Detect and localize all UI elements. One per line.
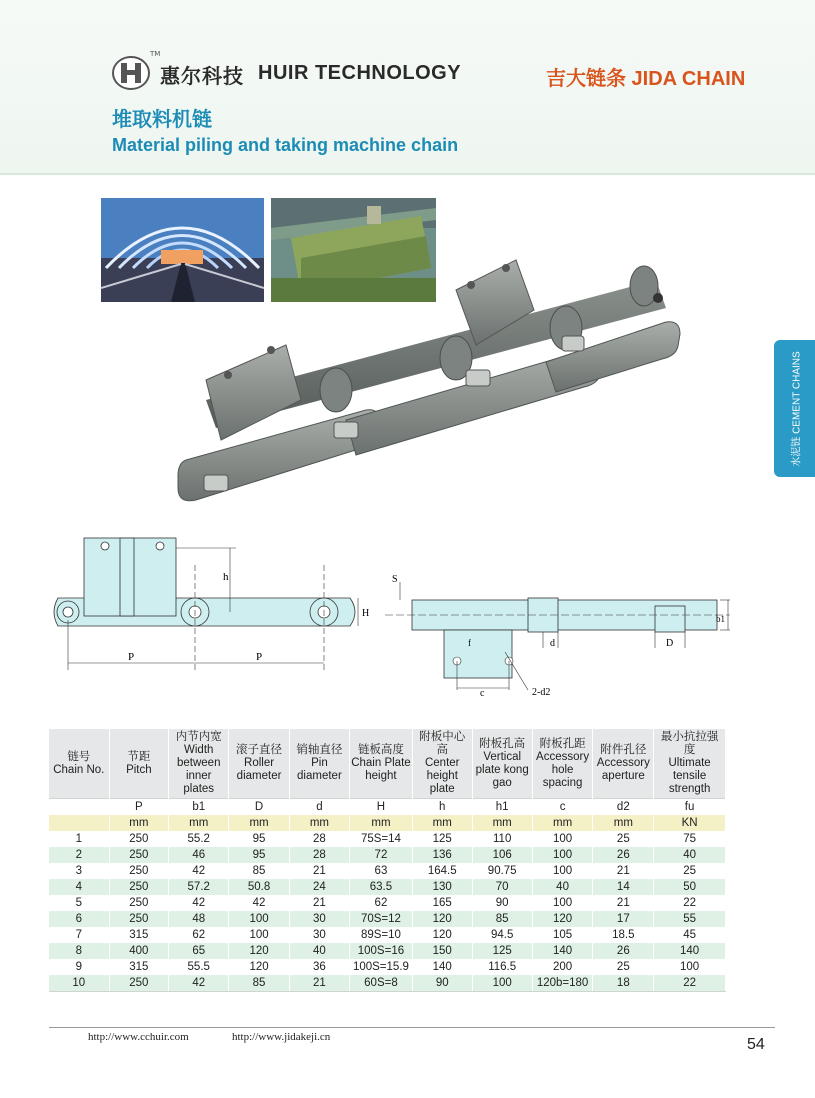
symbol-row (49, 799, 726, 816)
table-cell: 55 (654, 911, 726, 927)
table-cell: 26 (593, 847, 654, 863)
table-cell: 40 (289, 943, 349, 959)
table-cell: 130 (412, 879, 472, 895)
table-cell: h1 (472, 799, 532, 816)
table-cell: 55.2 (169, 831, 229, 847)
table-cell: 400 (109, 943, 168, 959)
page-title-cn: 堆取料机链 (112, 107, 212, 131)
table-cell (49, 815, 109, 831)
table-cell: 5 (49, 895, 109, 911)
table-cell: 85 (229, 863, 289, 879)
table-cell: 90 (412, 975, 472, 992)
table-cell: 46 (169, 847, 229, 863)
table-cell: 14 (593, 879, 654, 895)
table-cell: 100 (532, 895, 593, 911)
table-cell: 250 (109, 831, 168, 847)
table-cell: fu (654, 799, 726, 816)
table-cell: 42 (169, 895, 229, 911)
table-cell: mm (532, 815, 593, 831)
table-cell: 90.75 (472, 863, 532, 879)
label-H: H (362, 608, 370, 619)
table-cell: 100 (532, 831, 593, 847)
table-cell: 150 (412, 943, 472, 959)
col-aperture: 附件孔径 Accessory aperture (593, 729, 654, 799)
table-row (49, 895, 726, 911)
table-cell: 50 (654, 879, 726, 895)
label-S: S (392, 574, 398, 585)
table-cell: 105 (532, 927, 593, 943)
table-row (49, 927, 726, 943)
table-cell: 106 (472, 847, 532, 863)
table-cell: 85 (229, 975, 289, 992)
label-b1: b1 (716, 614, 725, 624)
table-cell: 28 (289, 847, 349, 863)
trademark: TM (150, 50, 161, 58)
label-pitch-2: P (256, 651, 263, 663)
table-cell: 50.8 (229, 879, 289, 895)
table-cell: 40 (532, 879, 593, 895)
table-cell (49, 799, 109, 816)
table-cell: 25 (593, 959, 654, 975)
label-d: d (550, 638, 555, 649)
table-cell: 25 (593, 831, 654, 847)
table-cell: 250 (109, 863, 168, 879)
table-cell: 42 (169, 975, 229, 992)
table-row (49, 879, 726, 895)
table-cell: d2 (593, 799, 654, 816)
side-tab-cement-chains (774, 340, 815, 477)
table-cell: 26 (593, 943, 654, 959)
table-cell: 57.2 (169, 879, 229, 895)
table-cell: 100S=16 (350, 943, 413, 959)
table-cell: 48 (169, 911, 229, 927)
table-cell: 21 (289, 895, 349, 911)
table-cell: 24 (289, 879, 349, 895)
table-cell: b1 (169, 799, 229, 816)
label-f: f (468, 638, 471, 648)
table-cell: 36 (289, 959, 349, 975)
table-cell: mm (229, 815, 289, 831)
table-cell: 315 (109, 959, 168, 975)
table-cell: mm (169, 815, 229, 831)
col-hole-spacing: 附板孔距 Accessory hole spacing (532, 729, 593, 799)
table-cell: 250 (109, 975, 168, 992)
huir-logo-icon (112, 56, 150, 90)
table-cell: 7 (49, 927, 109, 943)
table-cell: mm (350, 815, 413, 831)
table-cell: 55.5 (169, 959, 229, 975)
col-hole-height: 附板孔高 Vertical plate kong gao (472, 729, 532, 799)
side-tab-label: 水泥链 CEMENT CHAINS (791, 350, 802, 467)
brand-name-en: HUIR TECHNOLOGY (258, 62, 462, 84)
table-cell: 90 (472, 895, 532, 911)
table-cell: 70S=12 (350, 911, 413, 927)
table-row (49, 943, 726, 959)
table-cell: 100 (472, 975, 532, 992)
table-cell: 140 (654, 943, 726, 959)
table-cell: mm (472, 815, 532, 831)
page-title-en: Material piling and taking machine chain (112, 135, 459, 155)
table-cell: 94.5 (472, 927, 532, 943)
table-cell: d (289, 799, 349, 816)
table-cell: 1 (49, 831, 109, 847)
table-row (49, 911, 726, 927)
table-cell: D (229, 799, 289, 816)
col-chain-no: 链号 Chain No. (49, 729, 109, 799)
table-cell: 63 (350, 863, 413, 879)
table-cell: 45 (654, 927, 726, 943)
table-cell: 120 (532, 911, 593, 927)
table-cell: 100 (532, 847, 593, 863)
end-view-attachment (444, 630, 512, 678)
page-number: 54 (747, 1036, 765, 1053)
table-cell: H (350, 799, 413, 816)
table-cell: 315 (109, 927, 168, 943)
chain-technical-drawing (40, 520, 740, 710)
table-cell: 25 (654, 863, 726, 879)
unit-row (49, 815, 726, 831)
table-cell: 95 (229, 847, 289, 863)
brand-name-cn: 惠尔科技 (160, 64, 244, 88)
table-cell: 250 (109, 911, 168, 927)
table-cell: 116.5 (472, 959, 532, 975)
table-cell: 125 (412, 831, 472, 847)
table-cell: c (532, 799, 593, 816)
table-cell: 140 (412, 959, 472, 975)
table-cell: 10 (49, 975, 109, 992)
table-cell: 30 (289, 911, 349, 927)
col-roller: 滚子直径 Roller diameter (229, 729, 289, 799)
table-header-row (49, 729, 726, 799)
chain-product-photo (166, 250, 690, 514)
attachment-rib-outline (120, 538, 134, 616)
table-cell: 60S=8 (350, 975, 413, 992)
table-row (49, 863, 726, 879)
table-row (49, 959, 726, 975)
table-cell: mm (109, 815, 168, 831)
table-cell: 100S=15.9 (350, 959, 413, 975)
label-c: c (480, 688, 485, 699)
table-cell: 125 (472, 943, 532, 959)
footer-url-cchuir[interactable]: http://www.cchuir.com (88, 1031, 189, 1043)
table-cell: 100 (229, 911, 289, 927)
col-tensile: 最小抗拉强度 Ultimate tensile strength (654, 729, 726, 799)
table-cell: P (109, 799, 168, 816)
table-cell: 17 (593, 911, 654, 927)
jida-chain-brand: 吉大链条 JIDA CHAIN (546, 68, 746, 90)
table-cell: 6 (49, 911, 109, 927)
table-cell: 2 (49, 847, 109, 863)
table-cell: 70 (472, 879, 532, 895)
table-cell: 100 (532, 863, 593, 879)
table-cell: 8 (49, 943, 109, 959)
table-cell: 18.5 (593, 927, 654, 943)
table-cell: 164.5 (412, 863, 472, 879)
table-cell: mm (412, 815, 472, 831)
table-cell: 72 (350, 847, 413, 863)
table-cell: 75 (654, 831, 726, 847)
table-cell: 75S=14 (350, 831, 413, 847)
table-cell: 110 (472, 831, 532, 847)
table-cell: 250 (109, 847, 168, 863)
footer-url-jidakeji[interactable]: http://www.jidakeji.cn (232, 1031, 331, 1043)
table-cell: 42 (229, 895, 289, 911)
table-cell: 21 (289, 863, 349, 879)
table-cell: 136 (412, 847, 472, 863)
table-cell: 21 (289, 975, 349, 992)
col-width: 内节内宽 Width between inner plates (169, 729, 229, 799)
table-cell: 22 (654, 895, 726, 911)
table-cell: 89S=10 (350, 927, 413, 943)
table-cell: mm (593, 815, 654, 831)
table-row (49, 975, 726, 992)
table-row (49, 847, 726, 863)
table-cell: 200 (532, 959, 593, 975)
table-cell: 42 (169, 863, 229, 879)
label-pitch-1: P (128, 651, 135, 663)
table-cell: 95 (229, 831, 289, 847)
footer-divider (49, 1027, 775, 1028)
table-cell: 22 (654, 975, 726, 992)
label-D: D (666, 638, 674, 649)
table-cell: 120 (412, 911, 472, 927)
table-cell: KN (654, 815, 726, 831)
table-cell: 28 (289, 831, 349, 847)
label-2-d2: 2-d2 (532, 687, 551, 698)
table-cell: 120 (412, 927, 472, 943)
table-cell: 120b=180 (532, 975, 593, 992)
table-cell: 4 (49, 879, 109, 895)
table-cell: 250 (109, 895, 168, 911)
table-cell: 65 (169, 943, 229, 959)
table-cell: 250 (109, 879, 168, 895)
table-cell: 85 (472, 911, 532, 927)
col-plate-height: 链板高度 Chain Plate height (350, 729, 413, 799)
table-cell: 165 (412, 895, 472, 911)
table-cell: 120 (229, 959, 289, 975)
chain-spec-table (49, 729, 726, 992)
table-cell: h (412, 799, 472, 816)
end-view-roller-outer (655, 606, 685, 632)
table-row (49, 831, 726, 847)
col-pitch: 节距 Pitch (109, 729, 168, 799)
table-cell: 40 (654, 847, 726, 863)
table-cell: 120 (229, 943, 289, 959)
label-h: h (223, 571, 229, 583)
col-pin: 销轴直径 Pin diameter (289, 729, 349, 799)
table-cell: 62 (350, 895, 413, 911)
table-cell: 21 (593, 863, 654, 879)
table-cell: mm (289, 815, 349, 831)
table-cell: 100 (229, 927, 289, 943)
table-cell: 18 (593, 975, 654, 992)
col-center-height: 附板中心高 Center height plate (412, 729, 472, 799)
table-cell: 3 (49, 863, 109, 879)
table-cell: 9 (49, 959, 109, 975)
table-cell: 21 (593, 895, 654, 911)
table-cell: 63.5 (350, 879, 413, 895)
table-cell: 30 (289, 927, 349, 943)
table-cell: 140 (532, 943, 593, 959)
table-cell: 100 (654, 959, 726, 975)
table-cell: 62 (169, 927, 229, 943)
